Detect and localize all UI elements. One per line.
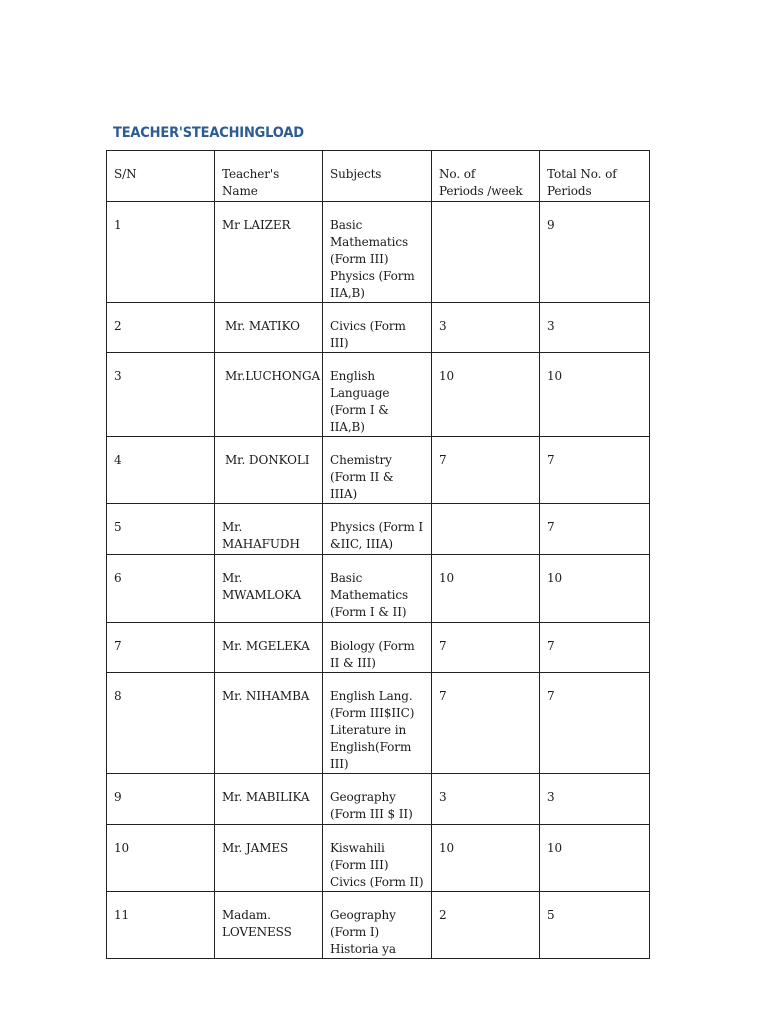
cell-subjects: English Language (Form I & IIA,B) — [323, 353, 432, 437]
table-row — [107, 673, 650, 774]
cell-total-periods: 10 — [540, 825, 650, 892]
cell-periods-week — [432, 504, 540, 555]
cell-sn: 8 — [107, 673, 215, 774]
table-row — [107, 774, 650, 825]
cell-total-periods: 10 — [540, 555, 650, 623]
cell-periods-week: 10 — [432, 825, 540, 892]
cell-teacher-name: Mr. DONKOLI — [215, 437, 323, 504]
cell-teacher-name: Madam. LOVENESS — [215, 892, 323, 959]
cell-total-periods: 7 — [540, 504, 650, 555]
cell-subjects: Physics (Form I &IIC, IIIA) — [323, 504, 432, 555]
cell-periods-week: 2 — [432, 892, 540, 959]
cell-sn: 6 — [107, 555, 215, 623]
cell-teacher-name: Mr. MWAMLOKA — [215, 555, 323, 623]
cell-sn: 9 — [107, 774, 215, 825]
table-row — [107, 202, 650, 303]
header-total-periods: Total No. of Periods — [540, 151, 650, 202]
cell-teacher-name: Mr. MAHAFUDH — [215, 504, 323, 555]
table-row — [107, 504, 650, 555]
header-subjects: Subjects — [323, 151, 432, 202]
cell-subjects: Basic Mathematics (Form III) Physics (Form IIA,B) — [323, 202, 432, 303]
cell-teacher-name: Mr. MGELEKA — [215, 623, 323, 673]
table-row — [107, 623, 650, 673]
cell-sn: 5 — [107, 504, 215, 555]
cell-sn: 1 — [107, 202, 215, 303]
cell-total-periods: 7 — [540, 437, 650, 504]
cell-periods-week: 7 — [432, 437, 540, 504]
cell-subjects: Biology (Form II & III) — [323, 623, 432, 673]
document-title: TEACHER'STEACHINGLOAD — [113, 125, 304, 141]
cell-teacher-name: Mr. JAMES — [215, 825, 323, 892]
table-header-row — [107, 151, 650, 202]
cell-periods-week: 10 — [432, 555, 540, 623]
cell-periods-week — [432, 202, 540, 303]
cell-sn: 11 — [107, 892, 215, 959]
cell-total-periods: 3 — [540, 774, 650, 825]
cell-periods-week: 7 — [432, 673, 540, 774]
cell-subjects: Civics (Form III) — [323, 303, 432, 353]
cell-teacher-name: Mr. MABILIKA — [215, 774, 323, 825]
table-row — [107, 555, 650, 623]
cell-teacher-name: Mr. MATIKO — [215, 303, 323, 353]
header-sn: S/N — [107, 151, 215, 202]
cell-subjects: Kiswahili (Form III) Civics (Form II) — [323, 825, 432, 892]
table-row — [107, 437, 650, 504]
cell-periods-week: 3 — [432, 774, 540, 825]
cell-periods-week: 3 — [432, 303, 540, 353]
cell-total-periods: 7 — [540, 673, 650, 774]
cell-sn: 4 — [107, 437, 215, 504]
cell-total-periods: 7 — [540, 623, 650, 673]
cell-total-periods: 9 — [540, 202, 650, 303]
cell-sn: 10 — [107, 825, 215, 892]
cell-total-periods: 10 — [540, 353, 650, 437]
cell-subjects: Geography (Form III $ II) — [323, 774, 432, 825]
table-row — [107, 825, 650, 892]
cell-subjects: Geography (Form I) Historia ya — [323, 892, 432, 959]
cell-periods-week: 7 — [432, 623, 540, 673]
teaching-load-table — [106, 150, 650, 959]
cell-sn: 7 — [107, 623, 215, 673]
cell-total-periods: 3 — [540, 303, 650, 353]
cell-total-periods: 5 — [540, 892, 650, 959]
cell-subjects: Basic Mathematics (Form I & II) — [323, 555, 432, 623]
table-row — [107, 892, 650, 959]
cell-periods-week: 10 — [432, 353, 540, 437]
cell-sn: 2 — [107, 303, 215, 353]
cell-teacher-name: Mr.LUCHONGA — [215, 353, 323, 437]
header-periods-week: No. of Periods /week — [432, 151, 540, 202]
cell-teacher-name: Mr. NIHAMBA — [215, 673, 323, 774]
cell-subjects: Chemistry (Form II & IIIA) — [323, 437, 432, 504]
table-row — [107, 353, 650, 437]
header-teacher-name: Teacher's Name — [215, 151, 323, 202]
cell-sn: 3 — [107, 353, 215, 437]
table-row — [107, 303, 650, 353]
cell-subjects: English Lang. (Form III$IIC) Literature in English(Form III) — [323, 673, 432, 774]
table-body — [107, 151, 650, 959]
cell-teacher-name: Mr LAIZER — [215, 202, 323, 303]
